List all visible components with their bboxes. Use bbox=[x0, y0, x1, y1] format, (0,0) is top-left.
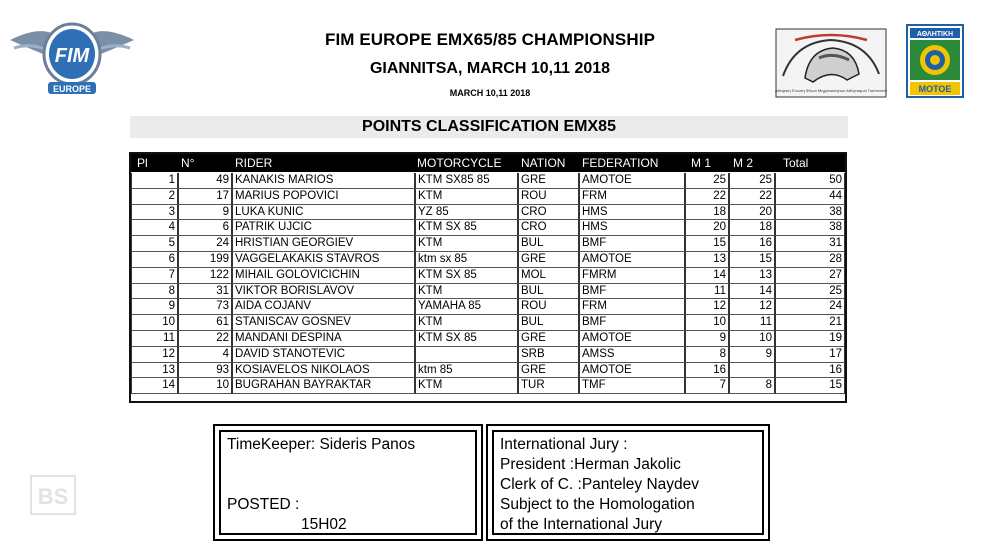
cell-total: 17 bbox=[775, 347, 845, 363]
posted-time: 15H02 bbox=[301, 516, 347, 533]
watermark bbox=[30, 475, 76, 515]
cell-rider: MARIUS POPOVICI bbox=[232, 189, 415, 205]
cell-fed: AMOTOE bbox=[579, 331, 685, 347]
cell-fed: AMSS bbox=[579, 347, 685, 363]
cell-nation: MOL bbox=[518, 268, 579, 284]
cell-no: 122 bbox=[178, 268, 232, 284]
cell-m2: 10 bbox=[729, 331, 775, 347]
cell-pl: 1 bbox=[131, 173, 178, 189]
cell-m2: 9 bbox=[729, 347, 775, 363]
cell-nation: SRB bbox=[518, 347, 579, 363]
cell-total: 25 bbox=[775, 284, 845, 300]
cell-fed: FRM bbox=[579, 299, 685, 315]
cell-total: 44 bbox=[775, 189, 845, 205]
cell-moto: YAMAHA 85 bbox=[415, 299, 518, 315]
cell-nation: GRE bbox=[518, 331, 579, 347]
cell-m2: 20 bbox=[729, 205, 775, 221]
timekeeper-text: TimeKeeper: Sideris Panos bbox=[227, 436, 416, 453]
cell-m2: 22 bbox=[729, 189, 775, 205]
cell-m1: 20 bbox=[685, 220, 729, 236]
table-row bbox=[131, 299, 845, 315]
cell-rider: VIKTOR BORISLAVOV bbox=[232, 284, 415, 300]
cell-m2: 16 bbox=[729, 236, 775, 252]
col-motorcycle: MOTORCYCLE bbox=[417, 156, 502, 170]
cell-total: 31 bbox=[775, 236, 845, 252]
ofmg-club-logo bbox=[775, 28, 887, 98]
cell-moto: KTM SX85 85 bbox=[415, 173, 518, 189]
col-federation: FEDERATION bbox=[582, 156, 659, 170]
cell-m1: 25 bbox=[685, 173, 729, 189]
cell-total: 16 bbox=[775, 363, 845, 379]
motoe-top-text: ΑΘΛΗΤΙΚΗ bbox=[916, 31, 954, 38]
table-row bbox=[131, 173, 845, 189]
cell-rider: PATRIK UJCIC bbox=[232, 220, 415, 236]
cell-rider: KOSIAVELOS NIKOLAOS bbox=[232, 363, 415, 379]
timekeeper-box bbox=[213, 424, 483, 541]
cell-nation: CRO bbox=[518, 205, 579, 221]
cell-total: 21 bbox=[775, 315, 845, 331]
motoe-logo-text: ΜΟΤΟΕ bbox=[918, 84, 952, 94]
cell-m1: 16 bbox=[685, 363, 729, 379]
cell-fed: BMF bbox=[579, 236, 685, 252]
cell-m2: 8 bbox=[729, 378, 775, 394]
cell-total: 38 bbox=[775, 220, 845, 236]
col-m2: M 2 bbox=[733, 156, 754, 170]
col-nation: NATION bbox=[521, 156, 566, 170]
cell-rider: MANDANI DESPINA bbox=[232, 331, 415, 347]
cell-no: 199 bbox=[178, 252, 232, 268]
cell-pl: 5 bbox=[131, 236, 178, 252]
cell-m2 bbox=[729, 363, 775, 379]
fim-europe-logo bbox=[8, 12, 136, 98]
cell-pl: 7 bbox=[131, 268, 178, 284]
cell-m1: 15 bbox=[685, 236, 729, 252]
cell-no: 4 bbox=[178, 347, 232, 363]
cell-rider: HRISTIAN GEORGIEV bbox=[232, 236, 415, 252]
cell-rider: DAVID STANOTEVIC bbox=[232, 347, 415, 363]
cell-total: 27 bbox=[775, 268, 845, 284]
table-row bbox=[131, 220, 845, 236]
championship-title: FIM EUROPE EMX65/85 CHAMPIONSHIP bbox=[324, 30, 656, 49]
cell-no: 93 bbox=[178, 363, 232, 379]
cell-m1: 10 bbox=[685, 315, 729, 331]
cell-rider: AIDA COJANV bbox=[232, 299, 415, 315]
cell-total: 38 bbox=[775, 205, 845, 221]
classification-title: POINTS CLASSIFICATION EMX85 bbox=[130, 116, 848, 138]
fim-logo-subtext: EUROPE bbox=[52, 84, 92, 94]
cell-no: 49 bbox=[178, 173, 232, 189]
cell-no: 61 bbox=[178, 315, 232, 331]
cell-rider: BUGRAHAN BAYRAKTAR bbox=[232, 378, 415, 394]
jury-line: Clerk of C. :Panteley Naydev bbox=[500, 476, 700, 493]
col-pl: Pl bbox=[137, 156, 148, 170]
cell-fed: AMOTOE bbox=[579, 252, 685, 268]
cell-fed: TMF bbox=[579, 378, 685, 394]
table-row bbox=[131, 378, 845, 394]
cell-rider: KANAKIS MARIOS bbox=[232, 173, 415, 189]
cell-pl: 12 bbox=[131, 347, 178, 363]
cell-no: 73 bbox=[178, 299, 232, 315]
cell-fed: AMOTOE bbox=[579, 363, 685, 379]
cell-moto: ktm sx 85 bbox=[415, 252, 518, 268]
jury-line: Subject to the Homologation bbox=[500, 496, 695, 513]
table-row bbox=[131, 236, 845, 252]
cell-nation: CRO bbox=[518, 220, 579, 236]
cell-no: 24 bbox=[178, 236, 232, 252]
cell-moto: YZ 85 bbox=[415, 205, 518, 221]
cell-fed: AMOTOE bbox=[579, 173, 685, 189]
cell-nation: GRE bbox=[518, 363, 579, 379]
fim-logo-text: FIM bbox=[54, 45, 90, 67]
cell-no: 6 bbox=[178, 220, 232, 236]
cell-nation: BUL bbox=[518, 236, 579, 252]
amotoe-logo bbox=[906, 24, 964, 98]
cell-nation: BUL bbox=[518, 315, 579, 331]
table-row bbox=[131, 284, 845, 300]
watermark-text: BS bbox=[37, 484, 69, 509]
cell-nation: TUR bbox=[518, 378, 579, 394]
table-row bbox=[131, 268, 845, 284]
cell-pl: 10 bbox=[131, 315, 178, 331]
cell-m1: 7 bbox=[685, 378, 729, 394]
cell-rider: MIHAIL GOLOVICICHIN bbox=[232, 268, 415, 284]
cell-fed: FMRM bbox=[579, 268, 685, 284]
cell-rider: STANISCAV GOSNEV bbox=[232, 315, 415, 331]
cell-nation: GRE bbox=[518, 252, 579, 268]
col-total: Total bbox=[783, 156, 809, 170]
cell-moto: KTM bbox=[415, 284, 518, 300]
cell-moto: KTM bbox=[415, 378, 518, 394]
cell-pl: 13 bbox=[131, 363, 178, 379]
cell-m2: 14 bbox=[729, 284, 775, 300]
table-row bbox=[131, 347, 845, 363]
col-number: N° bbox=[181, 156, 195, 170]
cell-pl: 8 bbox=[131, 284, 178, 300]
cell-m2: 12 bbox=[729, 299, 775, 315]
table-row bbox=[131, 363, 845, 379]
cell-moto: KTM SX 85 bbox=[415, 268, 518, 284]
cell-fed: HMS bbox=[579, 220, 685, 236]
cell-fed: HMS bbox=[579, 205, 685, 221]
cell-rider: LUKA KUNIC bbox=[232, 205, 415, 221]
cell-moto: KTM bbox=[415, 236, 518, 252]
col-m1: M 1 bbox=[691, 156, 712, 170]
cell-nation: BUL bbox=[518, 284, 579, 300]
cell-m1: 22 bbox=[685, 189, 729, 205]
results-table bbox=[129, 152, 847, 403]
cell-m2: 25 bbox=[729, 173, 775, 189]
jury-box bbox=[486, 424, 770, 541]
cell-m2: 13 bbox=[729, 268, 775, 284]
cell-moto: KTM bbox=[415, 189, 518, 205]
cell-total: 50 bbox=[775, 173, 845, 189]
jury-line: International Jury : bbox=[500, 436, 628, 453]
cell-no: 31 bbox=[178, 284, 232, 300]
cell-m2: 15 bbox=[729, 252, 775, 268]
cell-m1: 12 bbox=[685, 299, 729, 315]
cell-nation: GRE bbox=[518, 173, 579, 189]
cell-total: 28 bbox=[775, 252, 845, 268]
ofmg-caption: Αθλητική Ένωση Φίλων Μηχανοκίνητου Αθλητισμού Γιαννιτσών bbox=[775, 88, 887, 93]
posted-label: POSTED : bbox=[227, 496, 300, 513]
cell-pl: 11 bbox=[131, 331, 178, 347]
cell-total: 19 bbox=[775, 331, 845, 347]
cell-m1: 8 bbox=[685, 347, 729, 363]
cell-no: 9 bbox=[178, 205, 232, 221]
table-row bbox=[131, 189, 845, 205]
cell-m1: 13 bbox=[685, 252, 729, 268]
table-header bbox=[131, 154, 845, 172]
cell-m1: 9 bbox=[685, 331, 729, 347]
cell-m1: 11 bbox=[685, 284, 729, 300]
cell-total: 15 bbox=[775, 378, 845, 394]
cell-m1: 14 bbox=[685, 268, 729, 284]
cell-fed: BMF bbox=[579, 284, 685, 300]
cell-fed: FRM bbox=[579, 189, 685, 205]
table-row bbox=[131, 252, 845, 268]
cell-pl: 14 bbox=[131, 378, 178, 394]
cell-nation: ROU bbox=[518, 189, 579, 205]
cell-pl: 6 bbox=[131, 252, 178, 268]
cell-moto: KTM SX 85 bbox=[415, 220, 518, 236]
event-date: MARCH 10,11 2018 bbox=[449, 88, 531, 98]
cell-m2: 18 bbox=[729, 220, 775, 236]
cell-pl: 3 bbox=[131, 205, 178, 221]
table-row bbox=[131, 205, 845, 221]
cell-pl: 4 bbox=[131, 220, 178, 236]
cell-no: 22 bbox=[178, 331, 232, 347]
jury-line: of the International Jury bbox=[500, 516, 662, 533]
table-row bbox=[131, 331, 845, 347]
col-rider: RIDER bbox=[235, 156, 273, 170]
cell-fed: BMF bbox=[579, 315, 685, 331]
table-body bbox=[131, 173, 845, 394]
jury-line: President :Herman Jakolic bbox=[500, 456, 681, 473]
cell-nation: ROU bbox=[518, 299, 579, 315]
cell-no: 17 bbox=[178, 189, 232, 205]
cell-pl: 9 bbox=[131, 299, 178, 315]
cell-pl: 2 bbox=[131, 189, 178, 205]
cell-moto: KTM SX 85 bbox=[415, 331, 518, 347]
cell-total: 24 bbox=[775, 299, 845, 315]
cell-moto: ktm 85 bbox=[415, 363, 518, 379]
cell-rider: VAGGELAKAKIS STAVROS bbox=[232, 252, 415, 268]
cell-m2: 11 bbox=[729, 315, 775, 331]
cell-moto: KTM bbox=[415, 315, 518, 331]
table-row bbox=[131, 315, 845, 331]
cell-m1: 18 bbox=[685, 205, 729, 221]
cell-moto bbox=[415, 347, 518, 363]
cell-no: 10 bbox=[178, 378, 232, 394]
venue-date: GIANNITSA, MARCH 10,11 2018 bbox=[369, 60, 611, 77]
